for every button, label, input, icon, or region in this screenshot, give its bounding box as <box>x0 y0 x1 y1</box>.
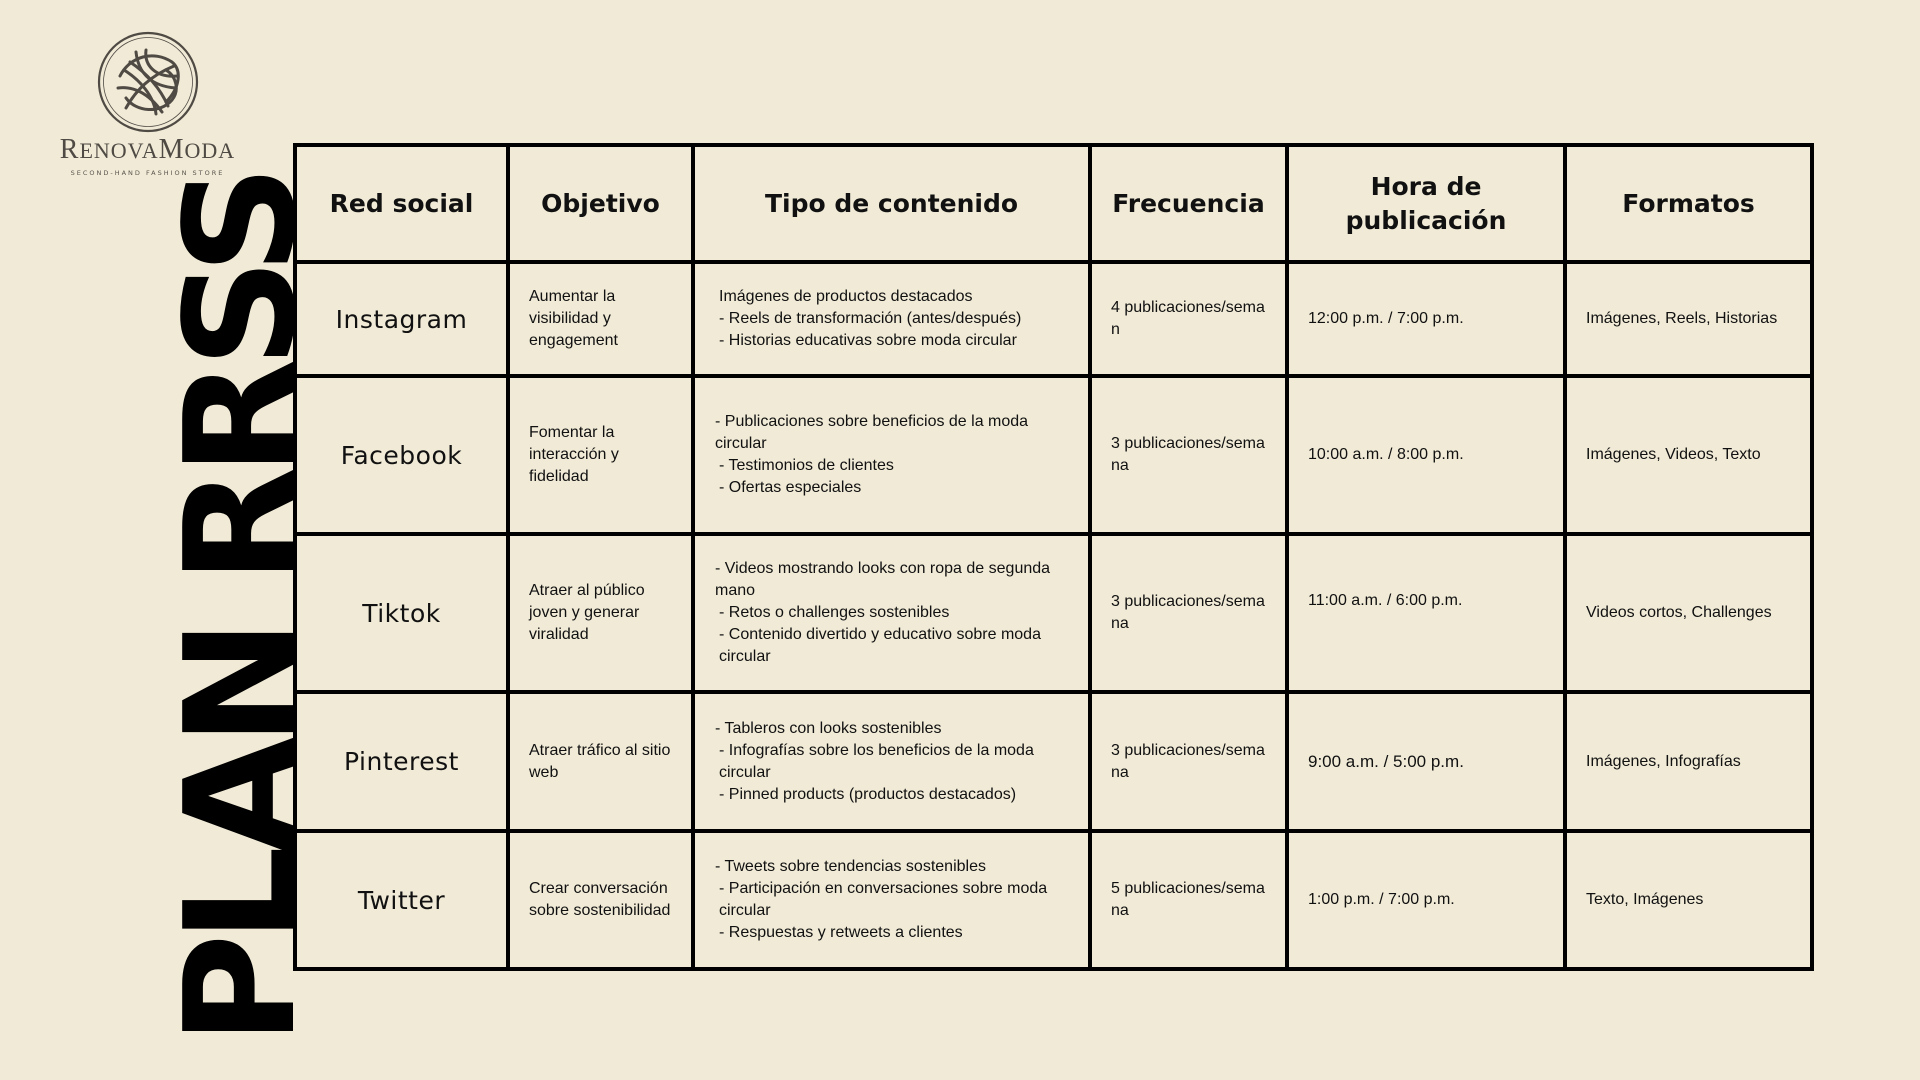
content-item: - Participación en conversaciones sobre moda circular <box>719 880 1048 919</box>
publish-time: 9:00 a.m. / 5:00 p.m. <box>1287 692 1565 831</box>
formats: Texto, Imágenes <box>1565 831 1812 969</box>
formats: Imágenes, Infografías <box>1565 692 1812 831</box>
table-row <box>295 831 1812 969</box>
content-item: - Ofertas especiales <box>719 479 862 496</box>
table-header-row <box>295 145 1812 262</box>
publish-time: 12:00 p.m. / 7:00 p.m. <box>1287 262 1565 376</box>
header-hora-de-publicacion: Hora de publicación <box>1287 145 1565 262</box>
social-media-plan-table <box>293 143 1814 971</box>
header-red-social: Red social <box>295 145 508 262</box>
content-item: - Contenido divertido y educativo sobre moda circular <box>719 626 1041 665</box>
content-item: - Infografías sobre los beneficios de la moda circular <box>719 741 1034 781</box>
header-formatos: Formatos <box>1565 145 1812 262</box>
table-row <box>295 262 1812 376</box>
content-types <box>693 692 1090 831</box>
network-name: Pinterest <box>295 692 508 831</box>
table-row <box>295 376 1812 534</box>
woven-lattice-logo-icon <box>96 30 200 134</box>
formats: Videos cortos, Challenges <box>1565 534 1812 692</box>
frequency: 3 publicaciones/semana <box>1090 534 1287 692</box>
page-title: PLAN RRSS <box>152 173 329 1045</box>
header-tipo-de-contenido: Tipo de contenido <box>693 145 1090 262</box>
table-row <box>295 534 1812 692</box>
content-item: - Respuestas y retweets a clientes <box>719 924 963 941</box>
frequency: 3 publicaciones/semana <box>1090 376 1287 534</box>
network-name: Twitter <box>295 831 508 969</box>
content-item: - Retos o challenges sostenibles <box>719 604 950 621</box>
content-types <box>693 534 1090 692</box>
content-item: Imágenes de productos destacados <box>719 288 973 305</box>
table-row <box>295 692 1812 831</box>
content-types <box>693 376 1090 534</box>
publish-time: 1:00 p.m. / 7:00 p.m. <box>1287 831 1565 969</box>
objective: Atraer al público joven y generar viralidad <box>508 534 693 692</box>
objective: Aumentar la visibilidad y engagement <box>508 262 693 376</box>
frequency: 5 publicaciones/semana <box>1090 831 1287 969</box>
content-item: - Publicaciones sobre beneficios de la moda circular <box>715 413 1029 452</box>
formats: Imágenes, Reels, Historias <box>1565 262 1812 376</box>
network-name: Instagram <box>295 262 508 376</box>
brand-name: RENOVAMODA <box>59 134 236 165</box>
content-item: - Testimonios de clientes <box>719 457 894 474</box>
objective: Atraer tráfico al sitio web <box>508 692 693 831</box>
content-item: - Reels de transformación (antes/después) <box>719 310 1022 327</box>
content-types <box>693 831 1090 969</box>
publish-time: 10:00 a.m. / 8:00 p.m. <box>1287 376 1565 534</box>
frequency: 3 publicaciones/semana <box>1090 692 1287 831</box>
frequency: 4 publicaciones/seman <box>1090 262 1287 376</box>
content-types <box>693 262 1090 376</box>
publish-time: 11:00 a.m. / 6:00 p.m. <box>1287 534 1565 692</box>
content-item: - Pinned products (productos destacados) <box>719 785 1017 803</box>
objective: Crear conversación sobre sostenibilidad <box>508 831 693 969</box>
header-objetivo: Objetivo <box>508 145 693 262</box>
header-frecuencia: Frecuencia <box>1090 145 1287 262</box>
objective: Fomentar la interacción y fidelidad <box>508 376 693 534</box>
content-item: - Videos mostrando looks con ropa de segunda mano <box>715 560 1051 599</box>
network-name: Tiktok <box>295 534 508 692</box>
content-item: - Tableros con looks sostenibles <box>715 719 942 737</box>
content-item: - Tweets sobre tendencias sostenibles <box>715 858 986 875</box>
brand-logo <box>40 30 255 177</box>
brand-tagline: SECOND-HAND FASHION STORE <box>70 169 225 177</box>
network-name: Facebook <box>295 376 508 534</box>
formats: Imágenes, Videos, Texto <box>1565 376 1812 534</box>
content-item: - Historias educativas sobre moda circular <box>719 332 1017 349</box>
